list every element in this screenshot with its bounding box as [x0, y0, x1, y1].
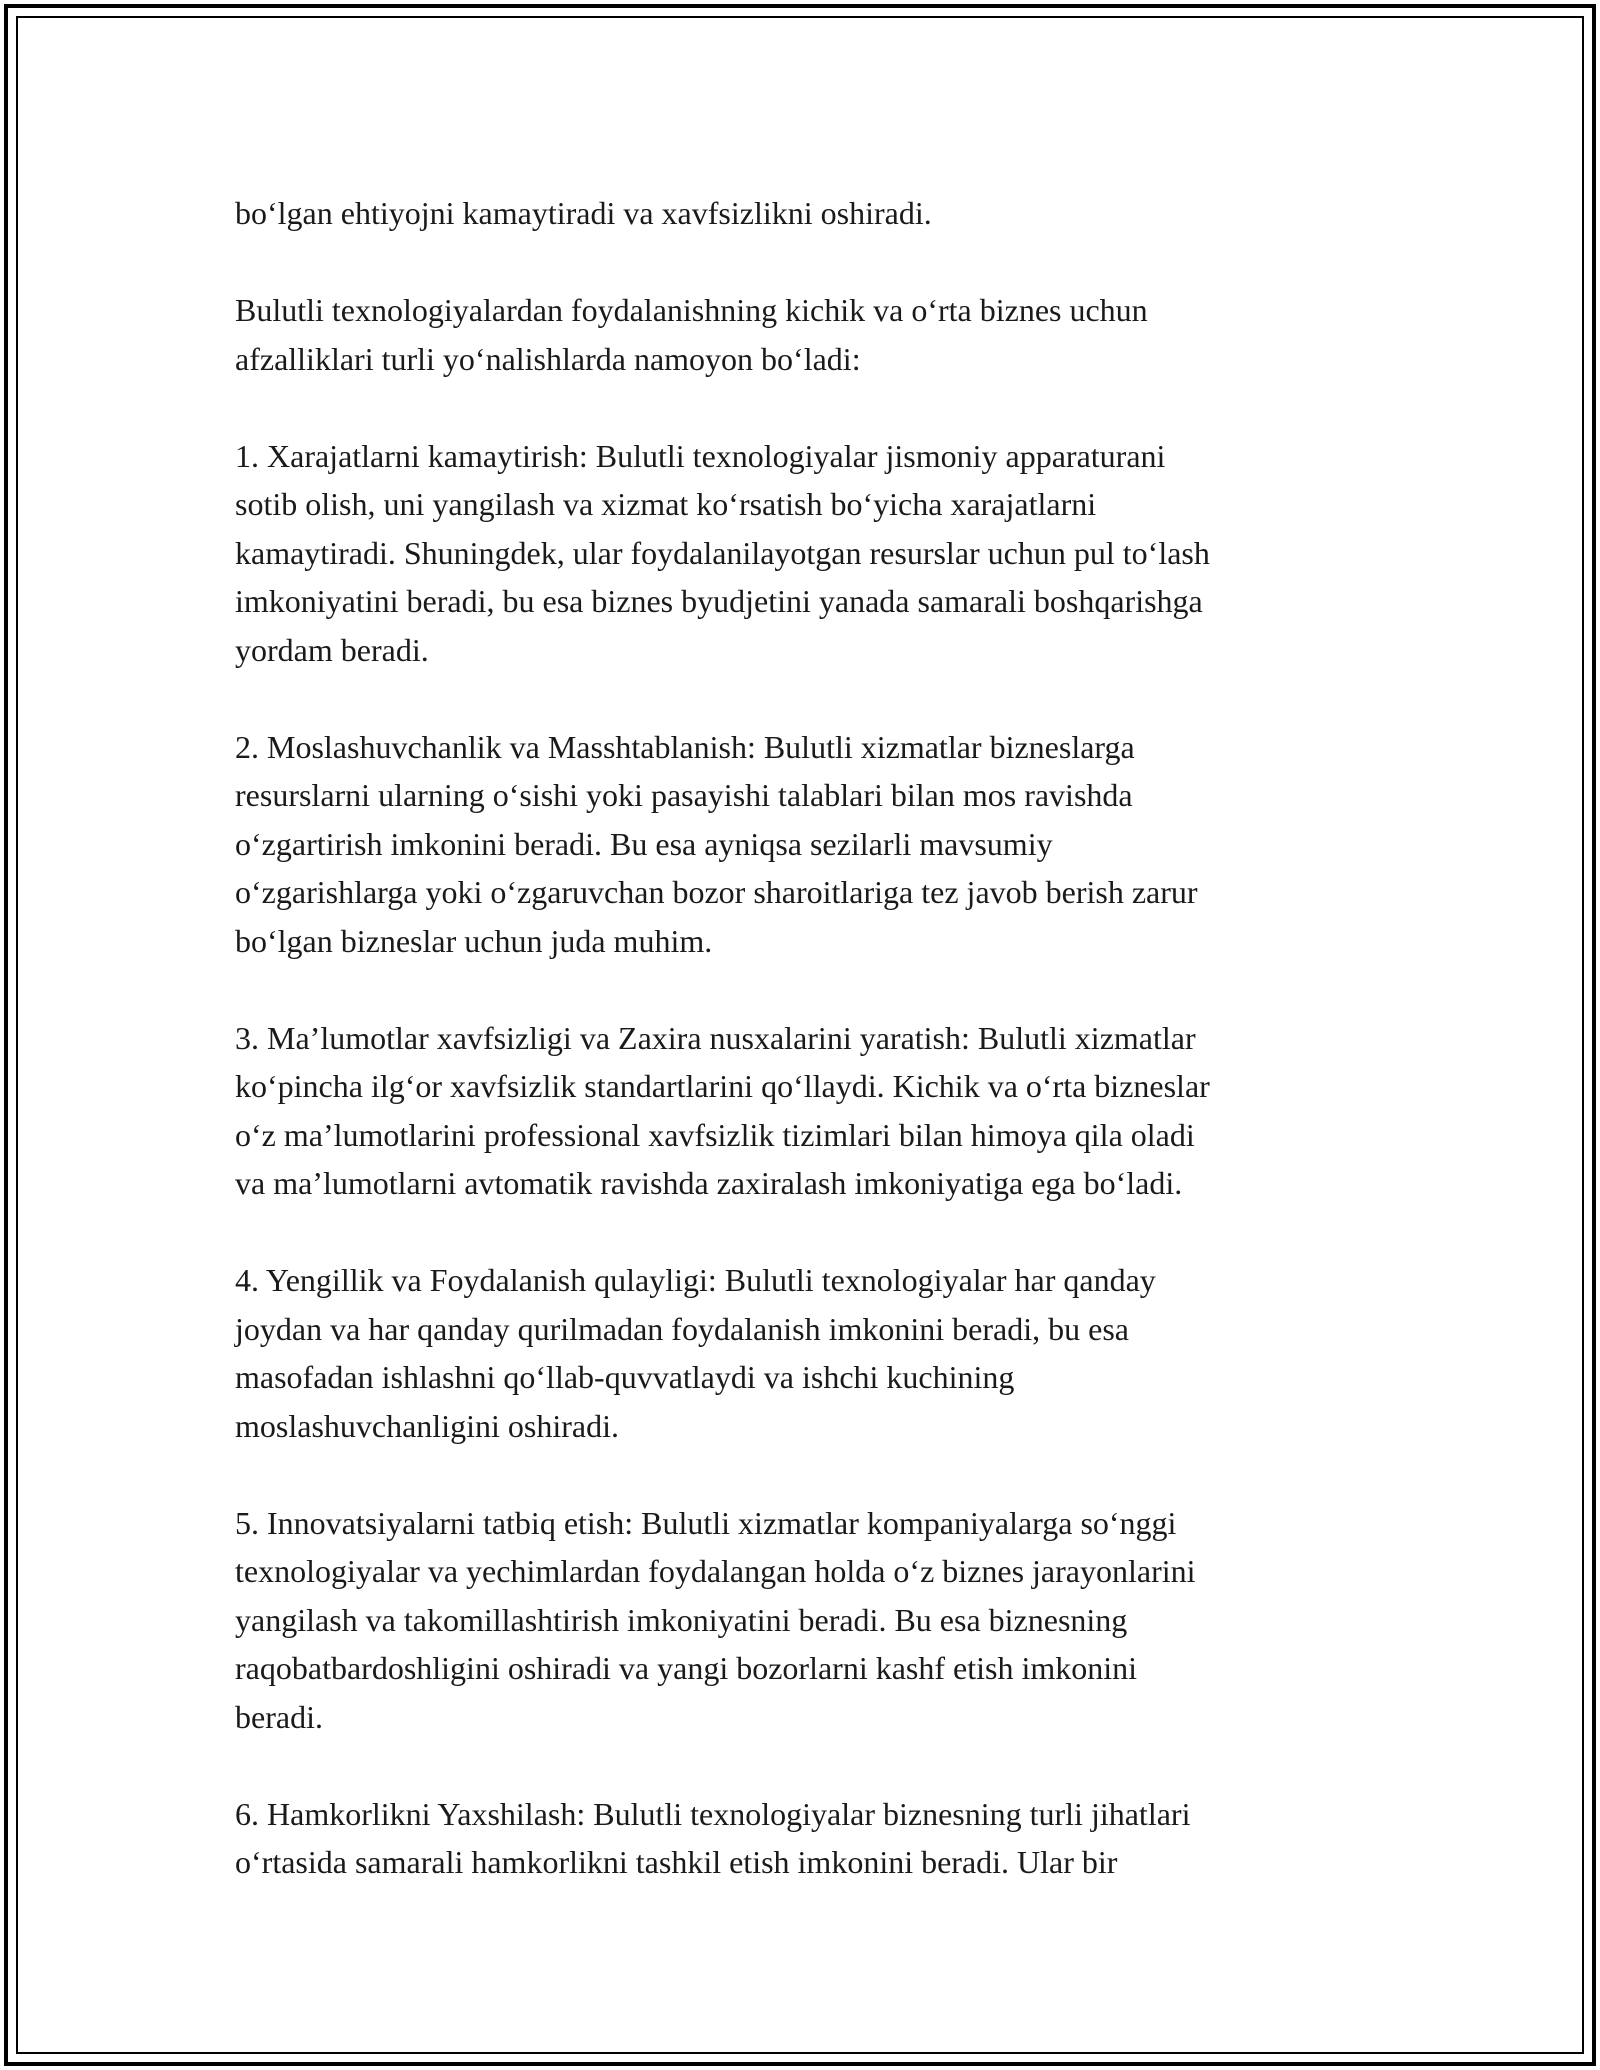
list-item-2: 2. Moslashuvchanlik va Masshtablanish: Bulutli xizmatlar bizneslarga resurslarni ularning o‘sishi yoki pasayishi talablari bilan mos ravishda o‘zgartirish imkonini beradi. Bu esa ayniqsa sezilarli mavsumiy o‘zgarishlarga yoki o‘zgaruvchan bozor sharoitlariga tez javob berish zarur bo‘lgan bizneslar uchun juda muhim.	[235, 728, 1198, 959]
paragraph-intro: Bulutli texnologiyalardan foydalanishning kichik va o‘rta biznes uchun afzalliklari turli yo‘nalishlarda namoyon bo‘ladi:	[235, 292, 1148, 377]
document-body	[235, 189, 1375, 1887]
list-item-3: 3. Ma’lumotlar xavfsizligi va Zaxira nusxalarini yaratish: Bulutli xizmatlar ko‘pincha ilg‘or xavfsizlik standartlarini qo‘llaydi. Kichik va o‘rta bizneslar o‘z ma’lumotlarini professional xavfsizlik tizimlari bilan himoya qila oladi va ma’lumotlarni avtomatik ravishda zaxiralash imkoniyatiga ega bo‘ladi.	[235, 1019, 1210, 1201]
list-item-5: 5. Innovatsiyalarni tatbiq etish: Bulutli xizmatlar kompaniyalarga so‘nggi texnologiyalar va yechimlardan foydalangan holda o‘z biznes jarayonlarini yangilash va takomillashtirish imkoniyatini beradi. Bu esa biznesning raqobatbardoshligini oshiradi va yangi bozorlarni kashf etish imkonini beradi.	[235, 1504, 1196, 1735]
list-item-1: 1. Xarajatlarni kamaytirish: Bulutli texnologiyalar jismoniy apparaturani sotib olish, uni yangilash va xizmat ko‘rsatish bo‘yicha xarajatlarni kamaytiradi. Shuningdek, ular foydalanilayotgan resurslar uchun pul to‘lash imkoniyatini beradi, bu esa biznes byudjetini yanada samarali boshqarishga yordam beradi.	[235, 437, 1210, 668]
list-item-4: 4. Yengillik va Foydalanish qulayligi: Bulutli texnologiyalar har qanday joydan va har qanday qurilmadan foydalanish imkonini beradi, bu esa masofadan ishlashni qo‘llab-quvvatlaydi va ishchi kuchining moslashuvchanligini oshiradi.	[235, 1262, 1156, 1444]
paragraph-continuation: bo‘lgan ehtiyojni kamaytiradi va xavfsizlikni oshiradi.	[235, 195, 932, 231]
list-item-6: 6. Hamkorlikni Yaxshilash: Bulutli texnologiyalar biznesning turli jihatlari o‘rtasida samarali hamkorlikni tashkil etish imkonini beradi. Ular bir	[235, 1795, 1191, 1880]
